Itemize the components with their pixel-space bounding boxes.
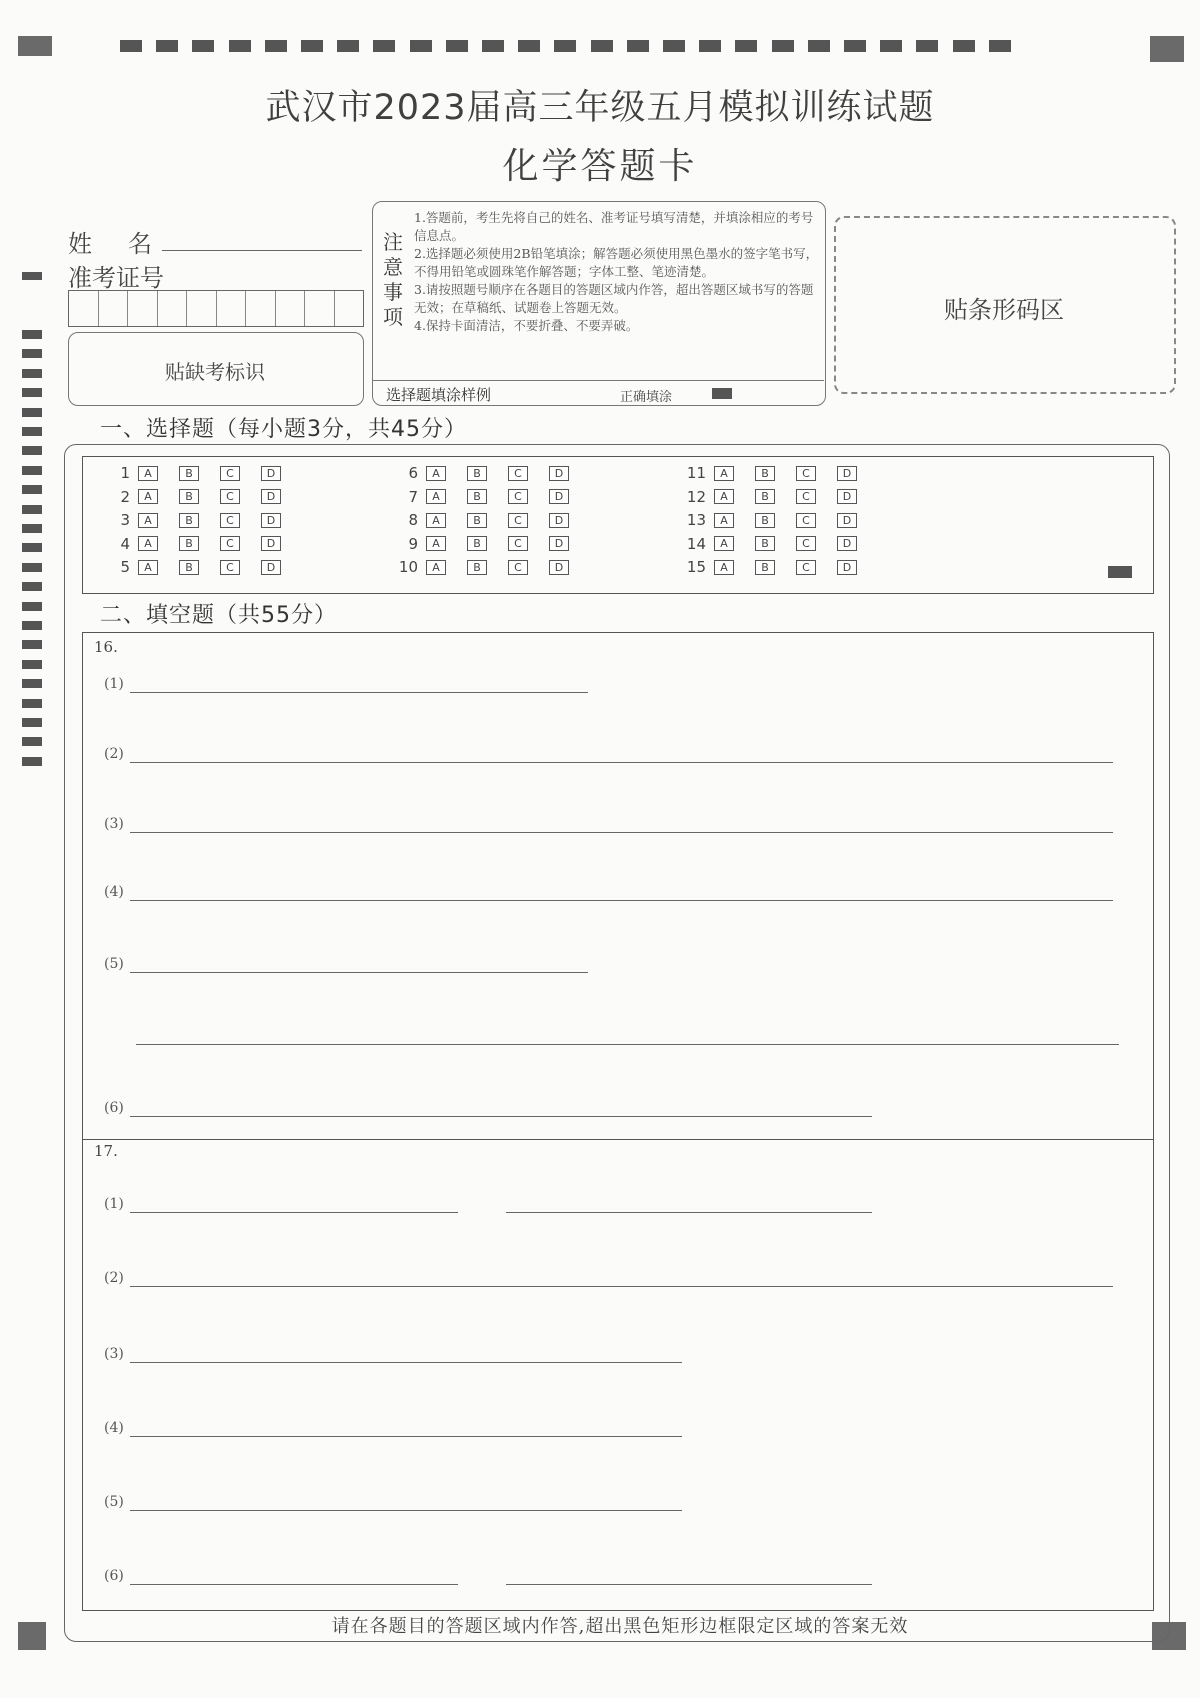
option-d-bubble[interactable]: D <box>549 536 569 551</box>
exam-id-grid[interactable] <box>68 290 364 327</box>
mc-question-11 <box>680 464 878 482</box>
left-timing-mark <box>22 369 42 378</box>
top-timing-mark <box>916 40 938 52</box>
q17-sub-2-label: (2) <box>104 1270 124 1286</box>
top-timing-mark <box>446 40 468 52</box>
top-timing-mark <box>772 40 794 52</box>
exam-id-label: 准考证号 <box>68 264 164 292</box>
option-c-bubble[interactable]: C <box>508 536 528 551</box>
option-b-bubble[interactable]: B <box>755 489 775 504</box>
option-d-bubble[interactable]: D <box>261 513 281 528</box>
option-c-bubble[interactable]: C <box>220 513 240 528</box>
left-timing-mark <box>22 621 42 630</box>
option-d-bubble[interactable]: D <box>837 513 857 528</box>
option-a-bubble[interactable]: A <box>426 489 446 504</box>
mc-question-7 <box>392 488 590 506</box>
top-timing-mark <box>880 40 902 52</box>
option-b-bubble[interactable]: B <box>467 560 487 575</box>
option-b-bubble[interactable]: B <box>467 489 487 504</box>
q17-answer-line-3[interactable] <box>130 1362 682 1363</box>
top-timing-mark <box>410 40 432 52</box>
q17-sub-3-label: (3) <box>104 1346 124 1362</box>
note-item: 2.选择题必须使用2B铅笔填涂；解答题必须使用黑色墨水的签字笔书写，不得用铅笔或圆珠笔作解答题；字体工整、笔迹清楚。 <box>414 246 819 279</box>
left-timing-mark <box>22 640 42 649</box>
correct-fill-label: 正确填涂 <box>620 390 673 405</box>
section1-title: 一、选择题（每小题3分，共45分） <box>100 417 467 442</box>
corner-mark-top-left <box>18 36 52 56</box>
q17-answer-line-1b[interactable] <box>506 1212 872 1213</box>
option-b-bubble[interactable]: B <box>179 466 199 481</box>
mc-anchor-mark <box>1108 566 1132 578</box>
option-a-bubble[interactable]: A <box>714 560 734 575</box>
option-c-bubble[interactable]: C <box>220 489 240 504</box>
mc-number: 5 <box>120 558 130 576</box>
name-field[interactable] <box>162 250 362 251</box>
mc-number: 12 <box>686 487 706 506</box>
notes-divider <box>373 380 824 381</box>
option-b-bubble[interactable]: B <box>467 513 487 528</box>
left-timing-mark <box>22 466 42 475</box>
option-d-bubble[interactable]: D <box>261 560 281 575</box>
option-b-bubble[interactable]: B <box>755 560 775 575</box>
option-c-bubble[interactable]: C <box>220 560 240 575</box>
note-item: 1.答题前，考生先将自己的姓名、准考证号填写清楚，并填涂相应的考号信息点。 <box>414 210 814 243</box>
option-a-bubble[interactable]: A <box>714 489 734 504</box>
option-a-bubble[interactable]: A <box>138 466 158 481</box>
notes-list <box>414 209 824 335</box>
option-c-bubble[interactable]: C <box>220 466 240 481</box>
q17-answer-line-6[interactable] <box>130 1584 458 1585</box>
q17-answer-line-5[interactable] <box>130 1510 682 1511</box>
option-d-bubble[interactable]: D <box>261 466 281 481</box>
left-timing-mark <box>22 446 42 455</box>
left-timing-mark <box>22 757 42 766</box>
left-timing-mark <box>22 602 42 611</box>
option-a-bubble[interactable]: A <box>138 560 158 575</box>
top-timing-mark <box>627 40 649 52</box>
mc-number: 15 <box>686 558 706 576</box>
mc-question-13 <box>680 511 878 529</box>
top-timing-mark <box>554 40 576 52</box>
option-d-bubble[interactable]: D <box>549 560 569 575</box>
option-a-bubble[interactable]: A <box>426 466 446 481</box>
option-a-bubble[interactable]: A <box>426 560 446 575</box>
top-timing-mark <box>373 40 395 52</box>
top-timing-mark <box>699 40 721 52</box>
left-timing-mark <box>22 349 42 358</box>
q16-sub-2-label: (2) <box>104 746 124 762</box>
page-title: 武汉市2023届高三年级五月模拟训练试题 <box>265 88 935 128</box>
top-timing-mark <box>663 40 685 52</box>
option-c-bubble[interactable]: C <box>796 466 816 481</box>
option-b-bubble[interactable]: B <box>467 466 487 481</box>
left-timing-mark <box>22 408 42 417</box>
top-timing-mark <box>735 40 757 52</box>
option-a-bubble[interactable]: A <box>138 489 158 504</box>
q16-sub-6-label: (6) <box>104 1100 124 1116</box>
q17-sub-1-label: (1) <box>104 1196 124 1212</box>
q16-answer-line-1[interactable] <box>130 692 588 693</box>
option-c-bubble[interactable]: C <box>508 560 528 575</box>
mc-number: 9 <box>408 534 418 553</box>
option-b-bubble[interactable]: B <box>179 513 199 528</box>
note-item: 4.保持卡面清洁，不要折叠、不要弄破。 <box>414 318 639 333</box>
q17-number: 17. <box>94 1142 118 1160</box>
option-d-bubble[interactable]: D <box>549 489 569 504</box>
q16-number: 16. <box>94 638 118 656</box>
top-timing-mark <box>229 40 251 52</box>
mc-question-15 <box>680 558 878 576</box>
section2-title: 二、填空题（共55分） <box>100 603 337 628</box>
q17-sub-6-label: (6) <box>104 1568 124 1584</box>
corner-mark-top-right <box>1150 36 1184 62</box>
option-c-bubble[interactable]: C <box>508 466 528 481</box>
mc-number: 13 <box>686 511 706 529</box>
option-a-bubble[interactable]: A <box>138 536 158 551</box>
top-timing-mark <box>989 40 1011 52</box>
q16-sub-4-label: (4) <box>104 884 124 900</box>
option-a-bubble[interactable]: A <box>138 513 158 528</box>
left-timing-mark <box>22 388 42 397</box>
left-timing-mark <box>22 330 42 339</box>
q16-answer-line-6[interactable] <box>130 1116 872 1117</box>
top-timing-mark <box>265 40 287 52</box>
left-timing-mark <box>22 272 42 280</box>
top-timing-mark <box>301 40 323 52</box>
top-timing-mark <box>120 40 142 52</box>
q16-answer-line-5b[interactable] <box>136 1044 1119 1045</box>
mc-number: 1 <box>120 464 130 482</box>
option-c-bubble[interactable]: C <box>508 513 528 528</box>
left-timing-mark <box>22 427 42 436</box>
q17-answer-line-6b[interactable] <box>506 1584 872 1585</box>
top-timing-mark <box>337 40 359 52</box>
top-timing-mark <box>844 40 866 52</box>
left-timing-mark <box>22 582 42 591</box>
left-timing-mark <box>22 679 42 688</box>
mc-question-1 <box>104 464 302 482</box>
notes-title: 注意事项 <box>383 230 403 329</box>
q16-sub-1-label: (1) <box>104 676 124 692</box>
left-timing-mark <box>22 699 42 708</box>
left-timing-mark <box>22 543 42 552</box>
option-c-bubble[interactable]: C <box>508 489 528 504</box>
q17-answer-line-2[interactable] <box>130 1286 1113 1287</box>
absent-sticker-label: 贴缺考标识 <box>165 360 265 384</box>
option-d-bubble[interactable]: D <box>837 560 857 575</box>
left-timing-mark <box>22 485 42 494</box>
mc-number: 11 <box>686 464 706 482</box>
option-d-bubble[interactable]: D <box>549 513 569 528</box>
q16-frame <box>82 632 1154 1140</box>
option-b-bubble[interactable]: B <box>467 536 487 551</box>
option-d-bubble[interactable]: D <box>837 536 857 551</box>
option-b-bubble[interactable]: B <box>755 466 775 481</box>
option-d-bubble[interactable]: D <box>261 536 281 551</box>
option-d-bubble[interactable]: D <box>549 466 569 481</box>
name-label: 姓 名 <box>68 230 158 258</box>
mc-question-5 <box>104 558 302 576</box>
page-subtitle: 化学答题卡 <box>502 146 698 187</box>
left-timing-mark <box>22 524 42 533</box>
option-b-bubble[interactable]: B <box>179 489 199 504</box>
option-b-bubble[interactable]: B <box>755 513 775 528</box>
mc-number: 8 <box>408 511 418 529</box>
fill-example-label: 选择题填涂样例 <box>386 386 492 404</box>
footer-note: 请在各题目的答题区域内作答,超出黑色矩形边框限定区域的答案无效 <box>331 1616 909 1637</box>
mc-number: 3 <box>120 511 130 529</box>
option-d-bubble[interactable]: D <box>837 466 857 481</box>
top-timing-mark <box>156 40 178 52</box>
mc-question-8 <box>392 511 590 529</box>
option-d-bubble[interactable]: D <box>837 489 857 504</box>
mc-number: 14 <box>686 534 706 553</box>
q16-answer-line-2[interactable] <box>130 762 1113 763</box>
mc-number: 10 <box>398 558 418 576</box>
left-timing-mark <box>22 737 42 746</box>
option-c-bubble[interactable]: C <box>796 536 816 551</box>
option-b-bubble[interactable]: B <box>755 536 775 551</box>
top-timing-mark <box>482 40 504 52</box>
option-a-bubble[interactable]: A <box>714 513 734 528</box>
option-c-bubble[interactable]: C <box>220 536 240 551</box>
q17-sub-4-label: (4) <box>104 1420 124 1436</box>
option-c-bubble[interactable]: C <box>796 560 816 575</box>
mc-question-3 <box>104 511 302 529</box>
mc-question-4 <box>104 535 302 553</box>
option-c-bubble[interactable]: C <box>796 489 816 504</box>
q16-answer-line-3[interactable] <box>130 832 1113 833</box>
left-timing-mark <box>22 563 42 572</box>
barcode-label: 贴条形码区 <box>944 296 1064 324</box>
q17-answer-line-1[interactable] <box>130 1212 458 1213</box>
q16-answer-line-4[interactable] <box>130 900 1113 901</box>
mc-question-14 <box>680 535 878 553</box>
option-c-bubble[interactable]: C <box>796 513 816 528</box>
option-a-bubble[interactable]: A <box>714 536 734 551</box>
left-timing-mark <box>22 718 42 727</box>
mc-question-12 <box>680 488 878 506</box>
mc-number: 6 <box>408 464 418 482</box>
note-item: 3.请按照题号顺序在各题目的答题区域内作答，超出答题区域书写的答题无效；在草稿纸、试题卷上答题无效。 <box>414 282 814 315</box>
mc-number: 4 <box>120 534 130 553</box>
top-timing-mark <box>953 40 975 52</box>
q17-sub-5-label: (5) <box>104 1494 124 1510</box>
mc-question-6 <box>392 464 590 482</box>
q16-sub-3-label: (3) <box>104 816 124 832</box>
top-timing-mark <box>518 40 540 52</box>
correct-fill-sample <box>712 388 732 399</box>
left-timing-mark <box>22 505 42 514</box>
option-a-bubble[interactable]: A <box>426 536 446 551</box>
q16-answer-line-5[interactable] <box>130 972 588 973</box>
mc-question-10 <box>392 558 590 576</box>
top-timing-mark <box>591 40 613 52</box>
option-d-bubble[interactable]: D <box>261 489 281 504</box>
option-a-bubble[interactable]: A <box>426 513 446 528</box>
q17-answer-line-4[interactable] <box>130 1436 682 1437</box>
mc-question-9 <box>392 535 590 553</box>
option-b-bubble[interactable]: B <box>179 560 199 575</box>
top-timing-mark <box>192 40 214 52</box>
mc-number: 2 <box>120 487 130 506</box>
q17-frame <box>82 1138 1154 1611</box>
mc-number: 7 <box>408 487 418 506</box>
option-a-bubble[interactable]: A <box>714 466 734 481</box>
left-timing-mark <box>22 660 42 669</box>
top-timing-mark <box>808 40 830 52</box>
mc-question-2 <box>104 488 302 506</box>
q16-sub-5-label: (5) <box>104 956 124 972</box>
option-b-bubble[interactable]: B <box>179 536 199 551</box>
